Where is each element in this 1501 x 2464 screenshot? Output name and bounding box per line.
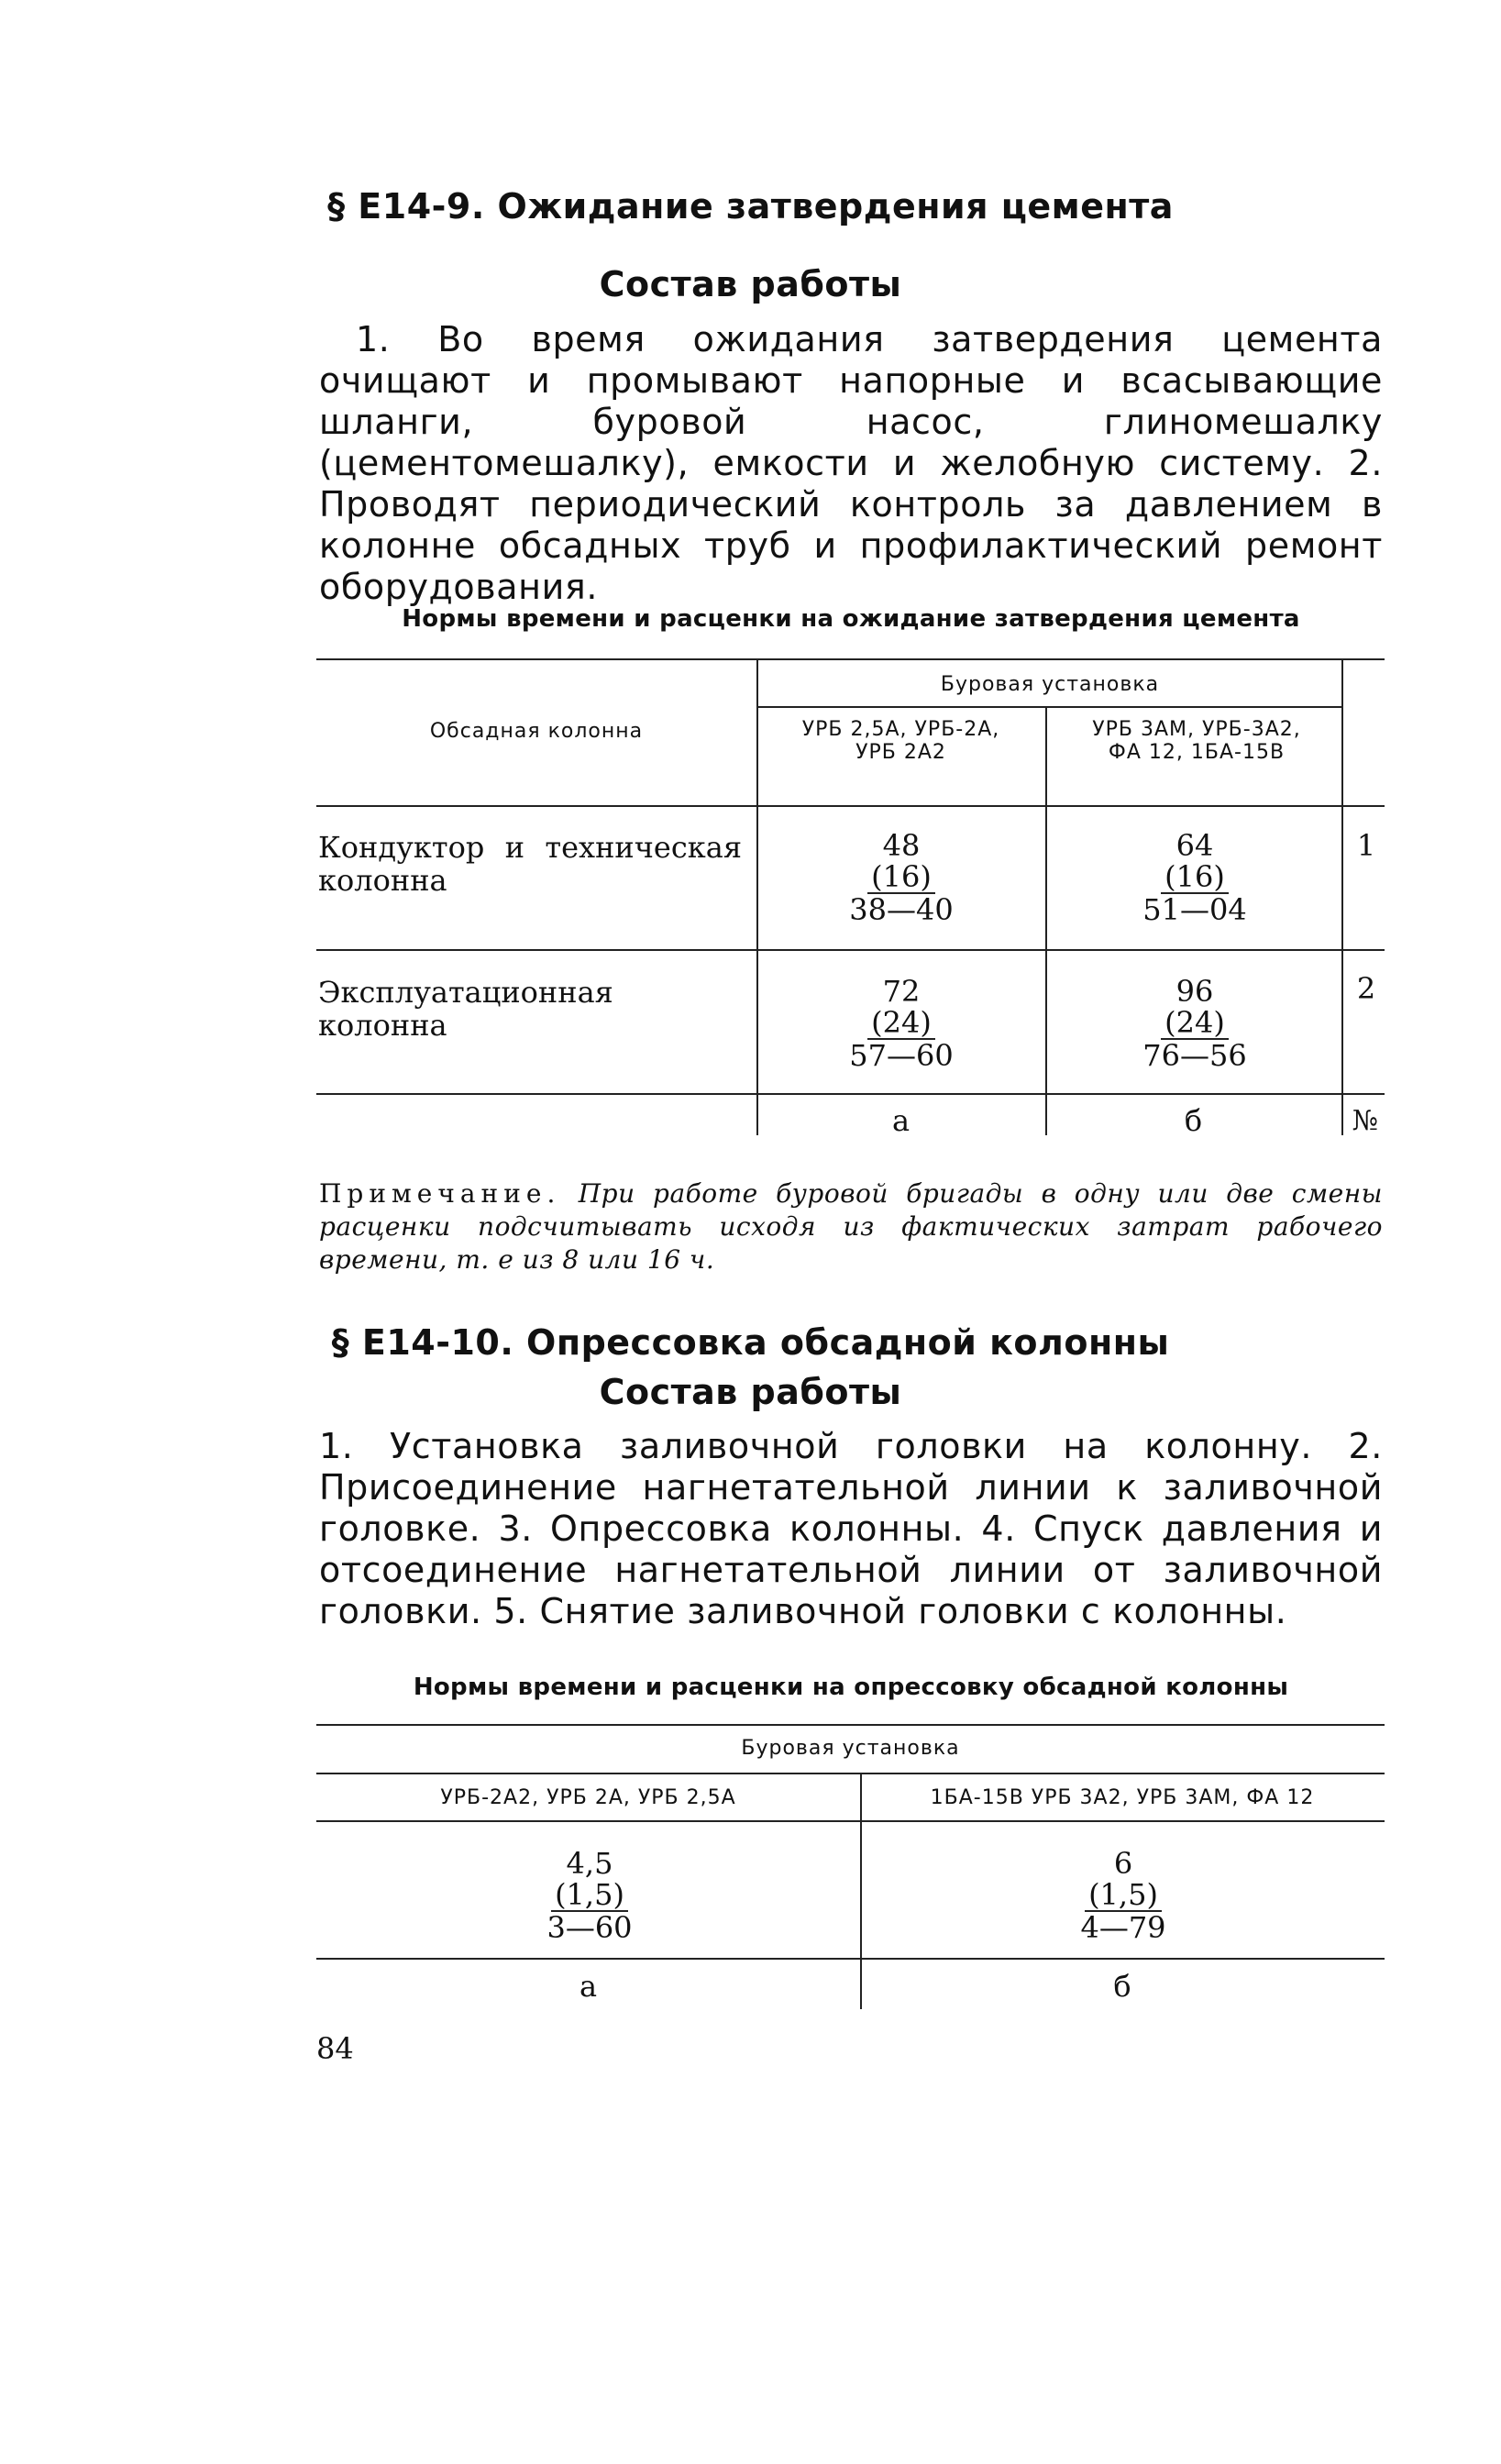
work-description: 1. Установка заливочной головки на колонну. 2. Присоединение нагнетательной линии к заливочной головке. 3. Опрессовка колонны. 4. Спуск давления и отсоединение нагнетательной линии от заливочной головки. 5. Снятие заливочной головки с колонны. bbox=[319, 1426, 1383, 1631]
page-number: 84 bbox=[316, 2031, 354, 2066]
work-description: 1. Во время ожидания затвердения цемента очищают и промывают напорные и всасывающие шланги, буровой насос, глиномешалку (цементомешалку), емкости и желобную систему. 2. Проводят периодический контроль за давлением в колонне обсадных труб и профилактический ремонт оборудования. bbox=[319, 319, 1383, 607]
table-cell-value: 96 (24) 76—56 bbox=[1142, 974, 1247, 1073]
table-cell-value: 72 (24) 57—60 bbox=[849, 974, 954, 1073]
column-header-b: 1БА-15В УРБ 3А2, УРБ 3АМ, ФА 12 bbox=[930, 1786, 1315, 1809]
number-sign: № bbox=[1352, 1105, 1379, 1137]
section-subheading: Состав работы bbox=[599, 1372, 902, 1412]
table-cell-value: 64 (16) 51—04 bbox=[1142, 828, 1247, 927]
section-heading: § Е14-9. Ожидание затвердения цемента bbox=[327, 186, 1174, 227]
column-header-a: УРБ-2А2, УРБ 2А, УРБ 2,5А bbox=[440, 1786, 736, 1809]
column-header-casing: Обсадная колонна bbox=[429, 720, 644, 743]
table-caption: Нормы времени и расценки на опрессовку обсадной колонны bbox=[413, 1674, 1289, 1701]
table-row-label: Кондуктор и техническая колонна bbox=[318, 830, 742, 898]
section-heading: § Е14-10. Опрессовка обсадной колонны bbox=[331, 1322, 1170, 1363]
table-note bbox=[319, 1177, 1383, 1276]
table-cell-value: 4,5 (1,5) 3—60 bbox=[546, 1846, 633, 1945]
column-group-header: Буровая установка bbox=[741, 1737, 960, 1760]
section-subheading: Состав работы bbox=[599, 264, 902, 304]
note-text: При работе буровой бригады в одну или две смены расценки подсчитывать исходя из фактических затрат рабочего времени, т. е из 8 или 16 ч. bbox=[319, 1178, 1383, 1275]
column-group-header: Буровая установка bbox=[940, 673, 1160, 696]
table-cell-value: 48 (16) 38—40 bbox=[849, 828, 954, 927]
row-number: 2 bbox=[1356, 971, 1376, 1006]
column-header-b: УРБ 3АМ, УРБ-3А2, ФА 12, 1БА-15В bbox=[1092, 718, 1301, 764]
column-letter-a: а bbox=[891, 1103, 911, 1138]
note-label: Примечание. bbox=[319, 1178, 561, 1209]
column-header-a: УРБ 2,5А, УРБ-2А, УРБ 2А2 bbox=[801, 718, 1000, 764]
table-caption: Нормы времени и расценки на ожидание затвердения цемента bbox=[402, 605, 1300, 633]
column-letter-a: а bbox=[579, 1969, 598, 2004]
table-cell-value: 6 (1,5) 4—79 bbox=[1080, 1846, 1166, 1945]
row-number: 1 bbox=[1356, 828, 1376, 863]
column-letter-b: б bbox=[1184, 1103, 1203, 1138]
table-row-label: Эксплуатационная колонна bbox=[318, 975, 613, 1043]
column-letter-b: б bbox=[1113, 1969, 1131, 2004]
